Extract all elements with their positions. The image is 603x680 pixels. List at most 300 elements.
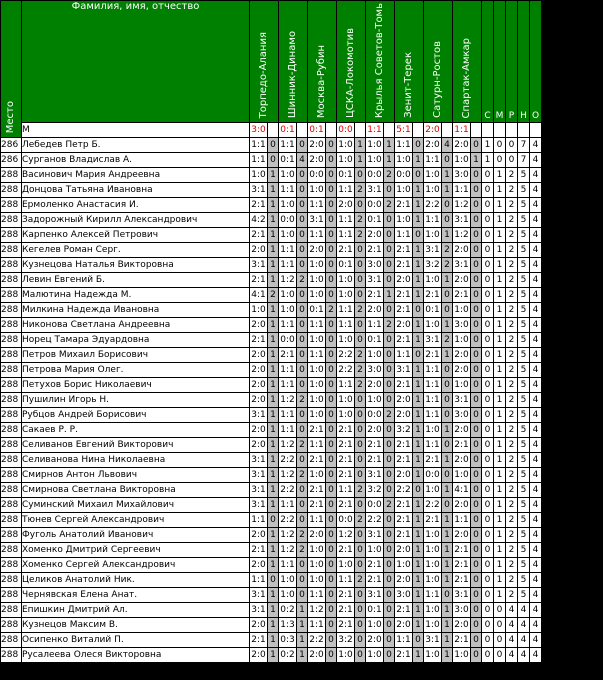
place-cell: 288: [1, 333, 21, 347]
prediction-score: 1:1: [454, 185, 469, 196]
prediction-points: 0: [326, 198, 336, 212]
stat-cell: 5: [518, 483, 529, 497]
place-cell: 288: [1, 393, 21, 407]
name-cell: Сурганов Владислав А.: [22, 153, 249, 167]
prediction-points: 1: [268, 633, 278, 647]
prediction-points: 1: [268, 618, 278, 632]
table-row: [1, 543, 541, 557]
prediction-points: 0: [384, 273, 394, 287]
prediction-points: 0: [355, 423, 365, 437]
prediction-score: 2:0: [396, 395, 411, 406]
stat-cell: 4: [530, 258, 541, 272]
prediction-points: 2: [268, 288, 278, 302]
prediction-score: 1:0: [338, 335, 353, 346]
stat-cell: 0: [506, 138, 517, 152]
prediction-score: 3:1: [367, 275, 382, 286]
stat-cell: 0: [482, 363, 493, 377]
name-cell: Карпенко Алексей Петрович: [22, 228, 249, 242]
prediction-points: 0: [384, 558, 394, 572]
stat-cell: 5: [518, 528, 529, 542]
prediction-points: 2: [355, 228, 365, 242]
prediction-points: 0: [471, 603, 481, 617]
stat-cell: 4: [530, 528, 541, 542]
prediction-score: 1:0: [454, 380, 469, 391]
prediction-points: 1: [413, 453, 423, 467]
stat-cell: 5: [518, 333, 529, 347]
prediction-score: 2:0: [396, 320, 411, 331]
prediction-points: 0: [413, 483, 423, 497]
table-row: [1, 348, 541, 362]
place-cell: 288: [1, 363, 21, 377]
stat-cell: 0: [482, 348, 493, 362]
prediction-score: 1:0: [367, 650, 382, 661]
prediction-score: 0:1: [309, 305, 324, 316]
match-label: ЦСКА-Локомотив: [345, 28, 356, 119]
stat-cell: 4: [530, 318, 541, 332]
prediction-points: 1: [471, 153, 481, 167]
prediction-score: 1:0: [280, 170, 295, 181]
prediction-points: 0: [471, 318, 481, 332]
stat-cell: 2: [506, 468, 517, 482]
prediction-points: 1: [442, 168, 452, 182]
prediction-points: 0: [471, 273, 481, 287]
prediction-points: 2: [355, 363, 365, 377]
stat-cell: 2: [506, 453, 517, 467]
name-cell: Васинович Мария Андреевна: [22, 168, 249, 182]
stat-cell: 2: [506, 543, 517, 557]
stat-cell: 1: [494, 168, 505, 182]
prediction-score: 1:1: [309, 440, 324, 451]
prediction-points: 0: [442, 468, 452, 482]
prediction-points: 0: [326, 168, 336, 182]
prediction-score: 2:0: [396, 275, 411, 286]
prediction-points: 0: [268, 513, 278, 527]
name-cell: Суминский Михаил Михайлович: [22, 498, 249, 512]
prediction-points: 1: [413, 153, 423, 167]
prediction-score: 1:0: [454, 305, 469, 316]
stat-cell: 4: [530, 213, 541, 227]
prediction-points: 0: [384, 378, 394, 392]
prediction-score: 1:0: [309, 185, 324, 196]
prediction-score: 1:3: [280, 620, 295, 631]
prediction-score: 1:1: [338, 575, 353, 586]
prediction-score: 2:1: [338, 455, 353, 466]
prediction-score: 1:2: [280, 530, 295, 541]
stat-cell: 4: [506, 633, 517, 647]
prediction-points: 0: [384, 618, 394, 632]
table-row: [1, 153, 541, 167]
prediction-score: 3:1: [454, 260, 469, 271]
place-cell: 288: [1, 543, 21, 557]
prediction-score: 3:1: [367, 470, 382, 481]
prediction-score: 1:0: [396, 185, 411, 196]
stat-cell: 2: [506, 393, 517, 407]
prediction-points: 2: [326, 303, 336, 317]
prediction-points: 1: [442, 348, 452, 362]
stat-cell: 0: [482, 333, 493, 347]
prediction-score: 1:0: [309, 275, 324, 286]
prediction-points: 1: [268, 258, 278, 272]
prediction-points: 1: [268, 243, 278, 257]
prediction-score: 0:0: [367, 200, 382, 211]
prediction-points: 1: [268, 438, 278, 452]
name-cell: Осипенко Виталий П.: [22, 633, 249, 647]
prediction-points: 2: [355, 348, 365, 362]
prediction-points: 0: [326, 648, 336, 662]
table-row: [1, 138, 541, 152]
prediction-score: 1:0: [309, 545, 324, 556]
prediction-score: 1:1: [367, 320, 382, 331]
prediction-points: 1: [268, 468, 278, 482]
stat-cell: 4: [530, 273, 541, 287]
table-row: [1, 633, 541, 647]
prediction-points: 0: [471, 498, 481, 512]
table-row: [1, 528, 541, 542]
prediction-points: 0: [471, 348, 481, 362]
stat-cell: 5: [518, 258, 529, 272]
stat-cell: 2: [506, 573, 517, 587]
prediction-score: 2:1: [425, 350, 440, 361]
prediction-score: 1:1: [280, 560, 295, 571]
stat-cell: 4: [530, 483, 541, 497]
prediction-points: 1: [268, 408, 278, 422]
prediction-score: 3:0: [454, 410, 469, 421]
stat-cell: 4: [530, 423, 541, 437]
place-cell: 288: [1, 213, 21, 227]
match-header: [424, 1, 452, 122]
blank-cell: [518, 123, 529, 137]
prediction-score: 0:0: [309, 170, 324, 181]
prediction-score: 2:1: [396, 290, 411, 301]
place-cell: 288: [1, 228, 21, 242]
prediction-score: 2:0: [454, 620, 469, 631]
match-result: 2:0: [425, 125, 440, 136]
prediction-score: 2:0: [251, 365, 266, 376]
prediction-score: 1:0: [309, 575, 324, 586]
prediction-score: 2:0: [396, 410, 411, 421]
stat-cell: 2: [506, 498, 517, 512]
prediction-points: 0: [413, 168, 423, 182]
stat-cell: 0: [482, 648, 493, 662]
stat-cell: 1: [494, 333, 505, 347]
blank-cell: [384, 123, 394, 137]
table-row: [1, 273, 541, 287]
place-cell: 288: [1, 168, 21, 182]
prediction-points: 1: [442, 483, 452, 497]
prediction-points: 2: [297, 393, 307, 407]
prediction-score: 0:0: [338, 515, 353, 526]
prediction-points: 0: [442, 288, 452, 302]
stat-cell: 4: [530, 393, 541, 407]
prediction-score: 2:1: [251, 275, 266, 286]
stat-cell: 0: [482, 453, 493, 467]
stat-cell: 4: [530, 183, 541, 197]
prediction-score: 1:0: [367, 620, 382, 631]
place-cell: 288: [1, 273, 21, 287]
stat-cell: 1: [494, 288, 505, 302]
prediction-points: 0: [326, 528, 336, 542]
prediction-points: 0: [355, 318, 365, 332]
table-row: [1, 423, 541, 437]
stat-cell: 2: [506, 318, 517, 332]
prediction-score: 1:0: [338, 155, 353, 166]
prediction-score: 1:0: [309, 260, 324, 271]
stat-cell: 2: [506, 213, 517, 227]
prediction-score: 2:1: [280, 350, 295, 361]
prediction-points: 0: [326, 423, 336, 437]
stat-cell: 1: [494, 573, 505, 587]
stat-cell: 0: [482, 393, 493, 407]
match-header: [308, 1, 336, 122]
name-cell: Петрова Мария Олег.: [22, 363, 249, 377]
stat-cell: 2: [506, 183, 517, 197]
name-cell: Донцова Татьяна Ивановна: [22, 183, 249, 197]
prediction-score: 3:1: [367, 185, 382, 196]
prediction-score: 2:0: [454, 500, 469, 511]
prediction-score: 1:1: [280, 410, 295, 421]
prediction-score: 2:1: [367, 440, 382, 451]
match-result: 1:1: [367, 125, 382, 136]
blank-cell: [494, 123, 505, 137]
stat-cell: 5: [518, 468, 529, 482]
prediction-score: 1:1: [425, 215, 440, 226]
prediction-points: 0: [355, 618, 365, 632]
prediction-points: 0: [471, 378, 481, 392]
table-row: [1, 453, 541, 467]
prediction-score: 3:0: [454, 605, 469, 616]
prediction-points: 0: [268, 573, 278, 587]
prediction-points: 0: [326, 408, 336, 422]
stat-cell: 1: [494, 213, 505, 227]
stat-cell: 4: [530, 543, 541, 557]
name-cell: Кузнецов Максим В.: [22, 618, 249, 632]
prediction-score: 0:0: [396, 170, 411, 181]
prediction-points: 0: [297, 378, 307, 392]
prediction-points: 0: [471, 453, 481, 467]
prediction-score: 2:0: [338, 200, 353, 211]
name-cell: Фуголь Анатолий Иванович: [22, 528, 249, 542]
stat-cell: 1: [494, 393, 505, 407]
prediction-score: 0:1: [338, 170, 353, 181]
prediction-score: 0:1: [425, 305, 440, 316]
name-cell: Малютина Надежда М.: [22, 288, 249, 302]
stat-cell: 4: [518, 618, 529, 632]
prediction-score: 3:1: [251, 455, 266, 466]
prediction-points: 0: [384, 228, 394, 242]
prediction-points: 2: [355, 573, 365, 587]
prediction-score: 2:1: [454, 635, 469, 646]
prediction-points: 1: [268, 543, 278, 557]
blank-cell: [506, 123, 517, 137]
place-cell: 288: [1, 198, 21, 212]
prediction-points: 4: [442, 138, 452, 152]
prediction-points: 0: [384, 333, 394, 347]
prediction-points: 0: [471, 558, 481, 572]
prediction-points: 1: [268, 363, 278, 377]
prediction-points: 0: [297, 453, 307, 467]
stat-cell: 0: [482, 543, 493, 557]
place-cell: 288: [1, 378, 21, 392]
match-label: Торпедо-Алания: [258, 31, 269, 119]
fio-header: Фамилия, имя, отчество: [22, 1, 249, 122]
prediction-score: 2:0: [309, 530, 324, 541]
prediction-score: 1:0: [309, 335, 324, 346]
prediction-points: 0: [326, 543, 336, 557]
prediction-points: 0: [326, 393, 336, 407]
prediction-points: 0: [326, 453, 336, 467]
prediction-score: 2:0: [425, 140, 440, 151]
prediction-score: 2:0: [251, 440, 266, 451]
place-cell: 288: [1, 513, 21, 527]
table-row: [1, 213, 541, 227]
stat-cell: 0: [494, 618, 505, 632]
prediction-points: 0: [471, 393, 481, 407]
prediction-points: 1: [413, 438, 423, 452]
prediction-score: 1:0: [454, 650, 469, 661]
prediction-score: 1:0: [454, 470, 469, 481]
name-cell: Епишкин Дмитрий Ал.: [22, 603, 249, 617]
prediction-score: 3:0: [367, 365, 382, 376]
prediction-points: 1: [297, 648, 307, 662]
prediction-points: 1: [413, 558, 423, 572]
prediction-score: 1:1: [309, 515, 324, 526]
prediction-score: 2:2: [425, 500, 440, 511]
stat-cell: 5: [518, 288, 529, 302]
stat-cell: 4: [506, 603, 517, 617]
table-row: [1, 333, 541, 347]
stat-cell: 4: [530, 333, 541, 347]
stat-cell: 0: [482, 258, 493, 272]
prediction-points: 1: [413, 243, 423, 257]
prediction-points: 0: [355, 648, 365, 662]
prediction-score: 3:1: [454, 590, 469, 601]
prediction-points: 1: [413, 408, 423, 422]
prediction-score: 2:1: [251, 635, 266, 646]
prediction-score: 1:1: [280, 140, 295, 151]
prediction-score: 1:1: [280, 260, 295, 271]
table-row: [1, 498, 541, 512]
prediction-points: 0: [297, 513, 307, 527]
prediction-points: 0: [268, 153, 278, 167]
prediction-points: 1: [268, 423, 278, 437]
prediction-points: 1: [413, 648, 423, 662]
stat-cell: 4: [530, 153, 541, 167]
prediction-score: 1:0: [367, 545, 382, 556]
name-cell: Смирнов Антон Львович: [22, 468, 249, 482]
prediction-score: 1:0: [309, 380, 324, 391]
stat-cell: 0: [482, 618, 493, 632]
prediction-points: 1: [413, 498, 423, 512]
prediction-score: 1:1: [338, 320, 353, 331]
stat-cell: 5: [518, 213, 529, 227]
prediction-points: 1: [268, 648, 278, 662]
match-result: 0:1: [280, 125, 295, 136]
prediction-score: 1:0: [309, 365, 324, 376]
prediction-points: 1: [413, 258, 423, 272]
stat-cell: 1: [494, 513, 505, 527]
prediction-points: 0: [297, 573, 307, 587]
prediction-score: 2:1: [425, 515, 440, 526]
stat-cell: 1: [494, 378, 505, 392]
prediction-points: 0: [297, 183, 307, 197]
prediction-points: 0: [326, 378, 336, 392]
prediction-score: 2:2: [309, 635, 324, 646]
prediction-points: 1: [268, 198, 278, 212]
stat-cell: 1: [494, 243, 505, 257]
prediction-points: 0: [326, 363, 336, 377]
prediction-points: 0: [471, 243, 481, 257]
stat-cell: 0: [482, 588, 493, 602]
stat-cell: 5: [518, 438, 529, 452]
prediction-score: 2:2: [367, 515, 382, 526]
stat-cell: 1: [494, 423, 505, 437]
stat-cell: 4: [530, 498, 541, 512]
prediction-points: 2: [384, 318, 394, 332]
prediction-points: 0: [355, 393, 365, 407]
blank-cell: [471, 123, 481, 137]
stat-header: О: [530, 1, 541, 122]
match-label: Сатурн-Ростов: [432, 41, 443, 119]
prediction-score: 2:0: [367, 380, 382, 391]
name-cell: Чернявская Елена Анат.: [22, 588, 249, 602]
prediction-score: 1:0: [367, 350, 382, 361]
prediction-points: 0: [297, 408, 307, 422]
stat-cell: 5: [518, 558, 529, 572]
prediction-score: 1:1: [425, 410, 440, 421]
prediction-points: 1: [413, 603, 423, 617]
prediction-score: 1:1: [425, 590, 440, 601]
stat-cell: 1: [494, 318, 505, 332]
prediction-score: 4:2: [251, 215, 266, 226]
stat-cell: 1: [494, 303, 505, 317]
stat-cell: 5: [518, 273, 529, 287]
name-cell: Лебедев Петр Б.: [22, 138, 249, 152]
prediction-points: 1: [268, 528, 278, 542]
prediction-points: 1: [413, 318, 423, 332]
prediction-points: 1: [442, 513, 452, 527]
prediction-score: 2:1: [251, 335, 266, 346]
prediction-points: 2: [442, 258, 452, 272]
stat-cell: 4: [518, 648, 529, 662]
prediction-score: 2:1: [338, 500, 353, 511]
prediction-points: 1: [413, 528, 423, 542]
stat-cell: 1: [494, 468, 505, 482]
prediction-score: 0:1: [338, 260, 353, 271]
table-row: [1, 378, 541, 392]
match-result: 0:1: [309, 125, 324, 136]
prediction-score: 1:1: [251, 515, 266, 526]
prediction-score: 1:1: [338, 230, 353, 241]
prediction-score: 0:2: [280, 605, 295, 616]
prediction-score: 2:0: [396, 470, 411, 481]
prediction-score: 1:2: [454, 230, 469, 241]
table-row: [1, 468, 541, 482]
prediction-points: 2: [355, 513, 365, 527]
prediction-points: 1: [442, 633, 452, 647]
prediction-points: 2: [297, 543, 307, 557]
prediction-points: 0: [326, 138, 336, 152]
prediction-points: 0: [384, 648, 394, 662]
prediction-points: 0: [384, 453, 394, 467]
match-header: [395, 1, 423, 122]
stat-cell: 1: [482, 153, 493, 167]
prediction-points: 0: [355, 498, 365, 512]
prediction-points: 0: [384, 528, 394, 542]
stat-cell: 4: [530, 573, 541, 587]
prediction-points: 0: [471, 648, 481, 662]
prediction-points: 0: [442, 438, 452, 452]
prediction-score: 2:0: [454, 425, 469, 436]
